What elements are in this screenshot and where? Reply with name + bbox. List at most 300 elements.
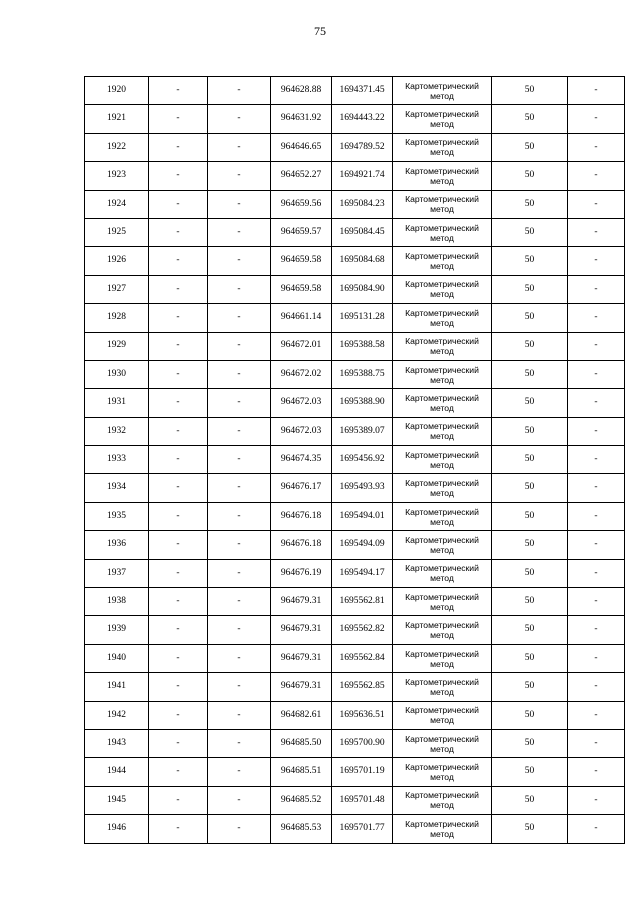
method-line-2: метод [430,289,454,300]
method-line-1: Картометрический [405,421,479,432]
y-coordinate-cell: 1695389.07 [332,417,393,445]
table-row [85,701,625,729]
y-coordinate-cell: 1695701.77 [332,815,393,843]
dash-cell: - [149,105,208,133]
method-line-2: метод [430,204,454,215]
y-coordinate-cell: 1695562.82 [332,616,393,644]
y-coordinate-cell: 1694789.52 [332,133,393,161]
note-cell: - [568,815,625,843]
note-cell: - [568,218,625,246]
x-coordinate-cell: 964676.17 [271,474,332,502]
dash-cell: - [149,332,208,360]
table-row [85,162,625,190]
method-line-1: Картометрический [405,80,479,91]
x-coordinate-cell: 964672.03 [271,417,332,445]
dash-cell: - [149,729,208,757]
method-cell [393,815,492,843]
method-line-2: метод [430,686,454,697]
note-cell: - [568,531,625,559]
precision-cell: 50 [492,588,568,616]
table-row [85,304,625,332]
point-number-cell: 1943 [85,729,149,757]
y-coordinate-cell: 1695388.90 [332,389,393,417]
dash-cell: - [149,275,208,303]
method-cell [393,644,492,672]
x-coordinate-cell: 964659.57 [271,218,332,246]
dash-cell: - [208,304,271,332]
note-cell: - [568,616,625,644]
table-row [85,332,625,360]
note-cell: - [568,786,625,814]
precision-cell: 50 [492,332,568,360]
table-row [85,758,625,786]
method-cell [393,304,492,332]
table-row [85,77,625,105]
method-cell [393,360,492,388]
dash-cell: - [208,502,271,530]
dash-cell: - [208,77,271,105]
y-coordinate-cell: 1694921.74 [332,162,393,190]
method-line-2: метод [430,119,454,130]
table-row [85,559,625,587]
method-line-1: Картометрический [405,251,479,262]
precision-cell: 50 [492,77,568,105]
method-line-1: Картометрический [405,506,479,517]
dash-cell: - [208,616,271,644]
point-number-cell: 1930 [85,360,149,388]
method-line-2: метод [430,346,454,357]
precision-cell: 50 [492,815,568,843]
method-line-1: Картометрический [405,137,479,148]
method-line-1: Картометрический [405,279,479,290]
x-coordinate-cell: 964679.31 [271,673,332,701]
x-coordinate-cell: 964679.31 [271,588,332,616]
dash-cell: - [149,304,208,332]
precision-cell: 50 [492,531,568,559]
dash-cell: - [208,673,271,701]
dash-cell: - [208,729,271,757]
note-cell: - [568,389,625,417]
dash-cell: - [208,474,271,502]
note-cell: - [568,162,625,190]
dash-cell: - [208,588,271,616]
precision-cell: 50 [492,502,568,530]
y-coordinate-cell: 1695494.09 [332,531,393,559]
x-coordinate-cell: 964676.19 [271,559,332,587]
precision-cell: 50 [492,105,568,133]
y-coordinate-cell: 1695700.90 [332,729,393,757]
y-coordinate-cell: 1695388.75 [332,360,393,388]
y-coordinate-cell: 1695084.90 [332,275,393,303]
dash-cell: - [149,389,208,417]
table-row [85,729,625,757]
method-line-2: метод [430,516,454,527]
precision-cell: 50 [492,162,568,190]
dash-cell: - [208,332,271,360]
x-coordinate-cell: 964682.61 [271,701,332,729]
dash-cell: - [208,644,271,672]
x-coordinate-cell: 964646.65 [271,133,332,161]
table-row [85,218,625,246]
table-row [85,474,625,502]
method-line-1: Картометрический [405,762,479,773]
method-line-2: метод [430,317,454,328]
dash-cell: - [149,133,208,161]
method-line-1: Картометрический [405,222,479,233]
y-coordinate-cell: 1695084.68 [332,247,393,275]
precision-cell: 50 [492,218,568,246]
method-line-1: Картометрический [405,591,479,602]
method-cell [393,105,492,133]
table-row [85,786,625,814]
note-cell: - [568,502,625,530]
y-coordinate-cell: 1695636.51 [332,701,393,729]
x-coordinate-cell: 964659.56 [271,190,332,218]
method-line-2: метод [430,147,454,158]
dash-cell: - [208,162,271,190]
note-cell: - [568,559,625,587]
dash-cell: - [208,559,271,587]
precision-cell: 50 [492,389,568,417]
method-cell [393,729,492,757]
point-number-cell: 1926 [85,247,149,275]
table-row [85,815,625,843]
point-number-cell: 1923 [85,162,149,190]
dash-cell: - [149,218,208,246]
method-line-2: метод [430,544,454,555]
method-line-2: метод [430,459,454,470]
method-cell [393,77,492,105]
precision-cell: 50 [492,247,568,275]
method-line-2: метод [430,90,454,101]
method-line-1: Картометрический [405,705,479,716]
method-cell [393,673,492,701]
method-line-1: Картометрический [405,620,479,631]
table-row [85,190,625,218]
method-line-1: Картометрический [405,648,479,659]
method-cell [393,133,492,161]
x-coordinate-cell: 964685.53 [271,815,332,843]
dash-cell: - [149,190,208,218]
precision-cell: 50 [492,190,568,218]
dash-cell: - [149,474,208,502]
table-row [85,644,625,672]
note-cell: - [568,758,625,786]
dash-cell: - [208,417,271,445]
dash-cell: - [149,815,208,843]
method-cell [393,417,492,445]
method-cell [393,446,492,474]
dash-cell: - [208,105,271,133]
x-coordinate-cell: 964685.51 [271,758,332,786]
point-number-cell: 1946 [85,815,149,843]
dash-cell: - [149,588,208,616]
y-coordinate-cell: 1695494.01 [332,502,393,530]
y-coordinate-cell: 1695562.81 [332,588,393,616]
dash-cell: - [208,360,271,388]
precision-cell: 50 [492,758,568,786]
x-coordinate-cell: 964672.02 [271,360,332,388]
dash-cell: - [149,559,208,587]
point-number-cell: 1931 [85,389,149,417]
note-cell: - [568,673,625,701]
dash-cell: - [149,616,208,644]
table-row [85,247,625,275]
method-line-1: Картометрический [405,676,479,687]
x-coordinate-cell: 964685.50 [271,729,332,757]
table-body [85,77,625,844]
method-line-1: Картометрический [405,534,479,545]
point-number-cell: 1933 [85,446,149,474]
point-number-cell: 1939 [85,616,149,644]
dash-cell: - [149,531,208,559]
note-cell: - [568,275,625,303]
precision-cell: 50 [492,304,568,332]
y-coordinate-cell: 1695388.58 [332,332,393,360]
table-row [85,502,625,530]
method-cell [393,701,492,729]
x-coordinate-cell: 964659.58 [271,275,332,303]
dash-cell: - [208,701,271,729]
dash-cell: - [149,77,208,105]
method-line-2: метод [430,630,454,641]
point-number-cell: 1929 [85,332,149,360]
precision-cell: 50 [492,729,568,757]
y-coordinate-cell: 1695084.45 [332,218,393,246]
y-coordinate-cell: 1695084.23 [332,190,393,218]
point-number-cell: 1927 [85,275,149,303]
precision-cell: 50 [492,644,568,672]
point-number-cell: 1941 [85,673,149,701]
dash-cell: - [149,701,208,729]
precision-cell: 50 [492,275,568,303]
precision-cell: 50 [492,673,568,701]
method-line-2: метод [430,175,454,186]
dash-cell: - [208,758,271,786]
y-coordinate-cell: 1694371.45 [332,77,393,105]
table-row [85,673,625,701]
method-line-2: метод [430,800,454,811]
note-cell: - [568,77,625,105]
precision-cell: 50 [492,701,568,729]
note-cell: - [568,417,625,445]
method-line-2: метод [430,743,454,754]
point-number-cell: 1942 [85,701,149,729]
method-line-2: метод [430,828,454,839]
point-number-cell: 1940 [85,644,149,672]
dash-cell: - [208,531,271,559]
page-number: 75 [314,24,326,38]
method-line-1: Картометрический [405,818,479,829]
note-cell: - [568,360,625,388]
point-number-cell: 1934 [85,474,149,502]
note-cell: - [568,105,625,133]
y-coordinate-cell: 1695456.92 [332,446,393,474]
method-line-2: метод [430,374,454,385]
method-cell [393,190,492,218]
dash-cell: - [208,815,271,843]
point-number-cell: 1936 [85,531,149,559]
x-coordinate-cell: 964659.58 [271,247,332,275]
method-line-2: метод [430,658,454,669]
x-coordinate-cell: 964679.31 [271,644,332,672]
y-coordinate-cell: 1695562.84 [332,644,393,672]
point-number-cell: 1935 [85,502,149,530]
y-coordinate-cell: 1695701.19 [332,758,393,786]
point-number-cell: 1937 [85,559,149,587]
point-number-cell: 1945 [85,786,149,814]
table-row [85,105,625,133]
note-cell: - [568,247,625,275]
method-line-1: Картометрический [405,307,479,318]
note-cell: - [568,446,625,474]
dash-cell: - [208,389,271,417]
x-coordinate-cell: 964628.88 [271,77,332,105]
x-coordinate-cell: 964674.35 [271,446,332,474]
dash-cell: - [149,644,208,672]
y-coordinate-cell: 1695493.93 [332,474,393,502]
dash-cell: - [149,360,208,388]
dash-cell: - [149,673,208,701]
method-line-1: Картометрический [405,392,479,403]
method-line-2: метод [430,772,454,783]
dash-cell: - [149,247,208,275]
dash-cell: - [149,446,208,474]
method-cell [393,247,492,275]
x-coordinate-cell: 964631.92 [271,105,332,133]
precision-cell: 50 [492,360,568,388]
method-line-1: Картометрический [405,733,479,744]
dash-cell: - [208,247,271,275]
table-row [85,531,625,559]
note-cell: - [568,588,625,616]
dash-cell: - [149,758,208,786]
note-cell: - [568,304,625,332]
method-cell [393,218,492,246]
dash-cell: - [149,786,208,814]
point-number-cell: 1920 [85,77,149,105]
method-cell [393,758,492,786]
note-cell: - [568,644,625,672]
dash-cell: - [208,133,271,161]
method-line-1: Картометрический [405,449,479,460]
note-cell: - [568,133,625,161]
table-row [85,417,625,445]
method-cell [393,389,492,417]
method-cell [393,474,492,502]
x-coordinate-cell: 964679.31 [271,616,332,644]
precision-cell: 50 [492,446,568,474]
coordinates-table [84,76,625,844]
dash-cell: - [208,218,271,246]
table-row [85,275,625,303]
y-coordinate-cell: 1695494.17 [332,559,393,587]
table-row [85,616,625,644]
method-cell [393,162,492,190]
method-line-2: метод [430,488,454,499]
x-coordinate-cell: 964672.03 [271,389,332,417]
method-line-2: метод [430,232,454,243]
y-coordinate-cell: 1694443.22 [332,105,393,133]
dash-cell: - [208,190,271,218]
note-cell: - [568,474,625,502]
dash-cell: - [208,275,271,303]
point-number-cell: 1925 [85,218,149,246]
point-number-cell: 1922 [85,133,149,161]
point-number-cell: 1932 [85,417,149,445]
point-number-cell: 1938 [85,588,149,616]
dash-cell: - [208,446,271,474]
table-row [85,389,625,417]
point-number-cell: 1928 [85,304,149,332]
dash-cell: - [149,162,208,190]
x-coordinate-cell: 964661.14 [271,304,332,332]
precision-cell: 50 [492,417,568,445]
note-cell: - [568,701,625,729]
method-line-1: Картометрический [405,478,479,489]
y-coordinate-cell: 1695131.28 [332,304,393,332]
y-coordinate-cell: 1695562.85 [332,673,393,701]
method-line-2: метод [430,431,454,442]
method-cell [393,531,492,559]
point-number-cell: 1921 [85,105,149,133]
method-cell [393,559,492,587]
precision-cell: 50 [492,786,568,814]
method-line-1: Картометрический [405,790,479,801]
note-cell: - [568,729,625,757]
precision-cell: 50 [492,616,568,644]
method-cell [393,588,492,616]
precision-cell: 50 [492,133,568,161]
dash-cell: - [149,502,208,530]
note-cell: - [568,332,625,360]
method-line-1: Картометрический [405,194,479,205]
x-coordinate-cell: 964676.18 [271,502,332,530]
method-cell [393,502,492,530]
point-number-cell: 1944 [85,758,149,786]
dash-cell: - [149,417,208,445]
precision-cell: 50 [492,474,568,502]
method-line-2: метод [430,402,454,413]
precision-cell: 50 [492,559,568,587]
x-coordinate-cell: 964672.01 [271,332,332,360]
method-line-1: Картометрический [405,165,479,176]
x-coordinate-cell: 964652.27 [271,162,332,190]
method-line-2: метод [430,715,454,726]
method-cell [393,332,492,360]
table-row [85,360,625,388]
point-number-cell: 1924 [85,190,149,218]
method-cell [393,786,492,814]
x-coordinate-cell: 964685.52 [271,786,332,814]
method-cell [393,275,492,303]
method-line-1: Картометрический [405,336,479,347]
method-line-2: метод [430,601,454,612]
x-coordinate-cell: 964676.18 [271,531,332,559]
method-line-1: Картометрический [405,364,479,375]
method-line-1: Картометрический [405,109,479,120]
dash-cell: - [208,786,271,814]
method-line-2: метод [430,261,454,272]
method-line-2: метод [430,573,454,584]
method-cell [393,616,492,644]
method-line-1: Картометрический [405,563,479,574]
table-row [85,588,625,616]
table-row [85,446,625,474]
table-row [85,133,625,161]
note-cell: - [568,190,625,218]
y-coordinate-cell: 1695701.48 [332,786,393,814]
